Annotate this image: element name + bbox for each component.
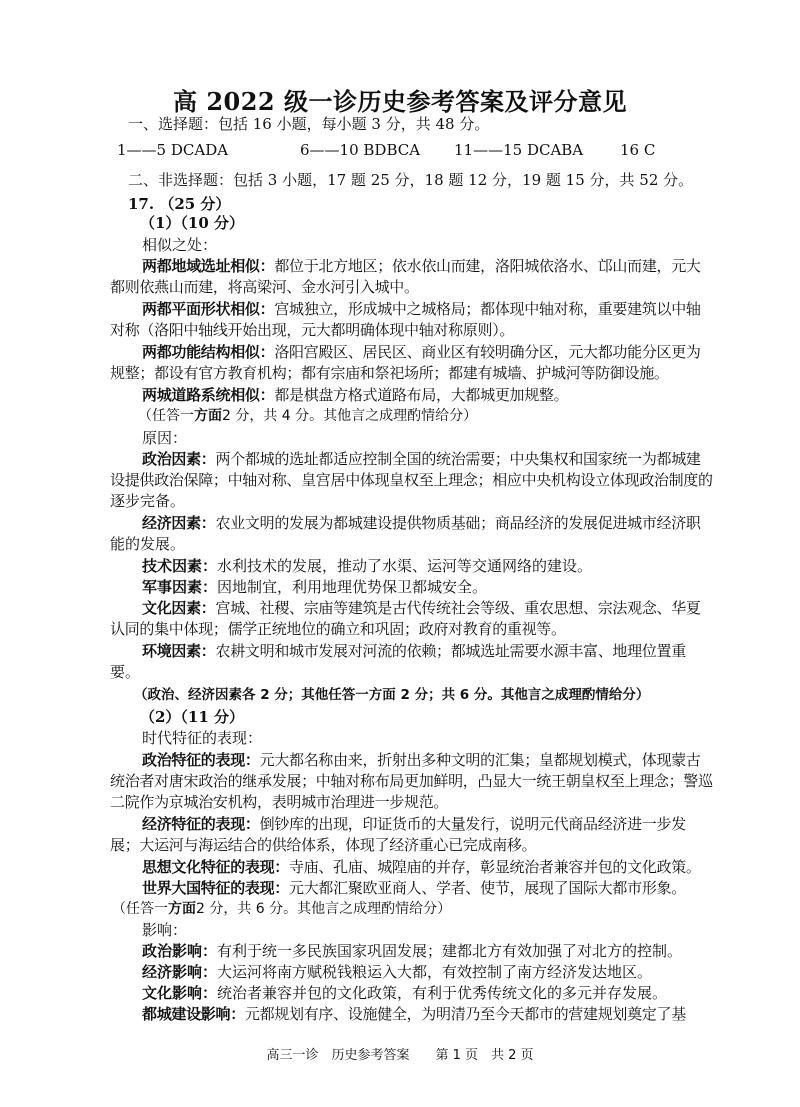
reasons-heading: 原因： [142,429,188,447]
impact-political-keyword: 政治影响： [142,942,218,960]
answer-group-11-15: 11——15 DCABA [454,141,584,159]
reason-economic-text: 农业文明的发展为都城建设提供物质基础；商品经济的发展促进城市经济职 [215,514,701,532]
era-culture-line [142,857,724,877]
question-17-heading: 17. （25 分） [128,195,231,213]
era-economic-line [142,814,724,834]
section-one-heading: 一、选择题：包括 16 小题，每小题 3 分，共 48 分。 [128,115,490,133]
reason-political-text: 两个都城的选址都适应控制全国的统治需要；中央集权和国家统一为都城建 [215,450,701,468]
similarity-shape-line [142,299,724,319]
reason-technical-keyword: 技术因素： [142,557,218,575]
reason-political-cont-1: 设提供政治保障；中轴对称、皇宫居中体现皇权至上理念；相应中央机构设立体现政治制度的 [110,471,713,489]
era-political-cont-2: 二院作为京城治安机构，表明城市治理进一步规范。 [110,793,449,811]
similarity-function-text: 洛阳宫殿区、居民区、商业区有较明确分区，元大都功能分区更为 [274,343,701,361]
impact-economic-text: 大运河将南方赋税钱粮运入大都，有效控制了南方经济发达地区。 [217,963,653,981]
reason-military-line [142,577,724,597]
impact-cultural-keyword: 文化影响： [142,984,218,1002]
similarity-location-line [142,256,724,276]
impact-political-line [142,941,724,961]
reason-economic-line [142,513,724,533]
era-political-keyword: 政治特征的表现： [142,751,260,769]
reason-political-cont-2: 逐步完备。 [110,492,186,510]
era-culture-text: 寺庙、孔庙、城隍庙的并存，彰显统治者兼容并包的文化政策。 [289,858,701,876]
reason-economic-keyword: 经济因素： [142,514,216,532]
similarity-road-text: 都是棋盘方格式道路布局，大都城更加规整。 [274,386,569,404]
reason-cultural-text: 宫城、社稷、宗庙等建筑是古代传统社会等级、重农思想、宗法观念、华夏 [215,599,701,617]
reason-environment-keyword: 环境因素： [142,642,216,660]
era-world-power-keyword: 世界大国特征的表现： [142,879,290,897]
reason-cultural-cont: 认同的集中体现；儒学正统地位的确立和巩固；政府对教育的重视等。 [110,620,566,638]
similarity-road-keyword: 两城道路系统相似： [142,386,275,404]
impact-heading: 影响： [142,921,188,939]
reason-military-keyword: 军事因素： [142,578,218,596]
impact-economic-keyword: 经济影响： [142,963,218,981]
era-economic-cont: 展；大运河与海运结合的供给体系，体现了经济重心已完成南移。 [110,836,537,854]
reason-environment-text: 农耕文明和城市发展对河流的依赖；都城选址需要水源丰富、地理位置重 [215,642,686,660]
reason-technical-line [142,556,724,576]
similarity-shape-cont: 对称（洛阳中轴线开始出现，元大都明确体现中轴对称原则）。 [110,321,515,339]
era-economic-text: 倒钞库的出现，印证货币的大量发行，说明元代商品经济进一步发 [259,815,686,833]
reason-cultural-line [142,598,724,618]
reason-environment-line [142,641,724,661]
era-political-text: 元大都名称由来，折射出多种文明的汇集；皇都规划模式，体现蒙古 [259,751,701,769]
impact-cultural-line [142,983,724,1003]
similarity-function-keyword: 两都功能结构相似： [142,343,275,361]
question-17-part-1-heading: （1）（10 分） [140,214,245,232]
scoring-note-1-pre: （任答一 [138,408,194,424]
similarity-road-line [142,385,724,405]
reason-cultural-keyword: 文化因素： [142,599,216,617]
section-two-heading: 二、非选择题：包括 3 小题，17 题 25 分，18 题 12 分，19 题 15 分，共 52 分。 [128,171,694,189]
similarity-function-line [142,342,724,362]
impact-construction-text: 元都规划有序、设施健全，为明清乃至今天都市的营建规划奠定了基 [244,1005,686,1023]
scoring-note-2: （政治、经济因素各 2 分；其他任答一方面 2 分；共 6 分。其他言之成理酌情给分） [134,687,650,703]
similarity-function-cont: 规整；都设有官方教育机构；都有宗庙和祭祀场所；都建有城墙、护城河等防御设施。 [110,364,669,382]
scoring-note-3-post: 2 分，共 6 分。其他言之成理酌情给分） [196,901,452,917]
similarity-location-keyword: 两都地域选址相似： [142,257,275,275]
era-political-cont-1: 统治者对唐宋政治的继承发展；中轴对称布局更加鲜明，凸显大一统王朝皇权至上理念；警巡 [110,772,713,790]
impact-economic-line [142,962,724,982]
reason-economic-cont: 能的发展。 [110,535,186,553]
similarity-location-text: 都位于北方地区；依水依山而建，洛阳城依洛水、邙山而建，元大 [274,257,701,275]
answer-group-1-5: 1——5 DCADA [117,141,229,159]
similarity-shape-text: 宫城独立，形成城中之城格局；都体现中轴对称，重要建筑以中轴 [274,300,701,318]
document-title: 高 2022 级一诊历史参考答案及评分意见 [172,87,627,116]
reason-technical-text: 水利技术的发展，推动了水渠、运河等交通网络的建设。 [217,557,593,575]
scoring-note-1 [138,406,720,426]
similarities-heading: 相似之处： [142,236,218,254]
reason-political-line [142,449,724,469]
era-culture-keyword: 思想文化特征的表现： [142,858,290,876]
era-features-heading: 时代特征的表现： [142,729,263,747]
scoring-note-3 [112,899,712,919]
reason-political-keyword: 政治因素： [142,450,216,468]
era-world-power-line [142,878,724,898]
reason-military-text: 因地制宜，利用地理优势保卫都城安全。 [217,578,488,596]
answer-group-16: 16 C [620,141,656,159]
scoring-note-3-pre: （任答一 [112,901,168,917]
scoring-note-3-keyword: 方面 [168,901,196,917]
page-footer: 高三一诊 历史参考答案 第 1 页 共 2 页 [266,1048,534,1063]
scoring-note-1-post: 2 分，共 4 分。其他言之成理酌情给分） [222,408,478,424]
era-political-line [142,750,724,770]
answer-group-6-10: 6——10 BDBCA [300,141,421,159]
similarity-location-cont: 都则依燕山而建，将高梁河、金水河引入城中。 [110,278,419,296]
question-17-part-2-heading: （2）（11 分） [140,708,245,726]
impact-construction-keyword: 都城建设影响： [142,1005,245,1023]
impact-political-text: 有利于统一多民族国家巩固发展；建都北方有效加强了对北方的控制。 [217,942,683,960]
era-world-power-text: 元大都汇聚欧亚商人、学者、使节，展现了国际大都市形象。 [289,879,686,897]
impact-cultural-text: 统治者兼容并包的文化政策，有利于优秀传统文化的多元并存发展。 [217,984,668,1002]
reason-environment-cont: 要。 [110,663,141,681]
era-economic-keyword: 经济特征的表现： [142,815,260,833]
scoring-note-1-keyword: 方面 [194,408,222,424]
similarity-shape-keyword: 两都平面形状相似： [142,300,275,318]
impact-construction-line [142,1004,724,1024]
